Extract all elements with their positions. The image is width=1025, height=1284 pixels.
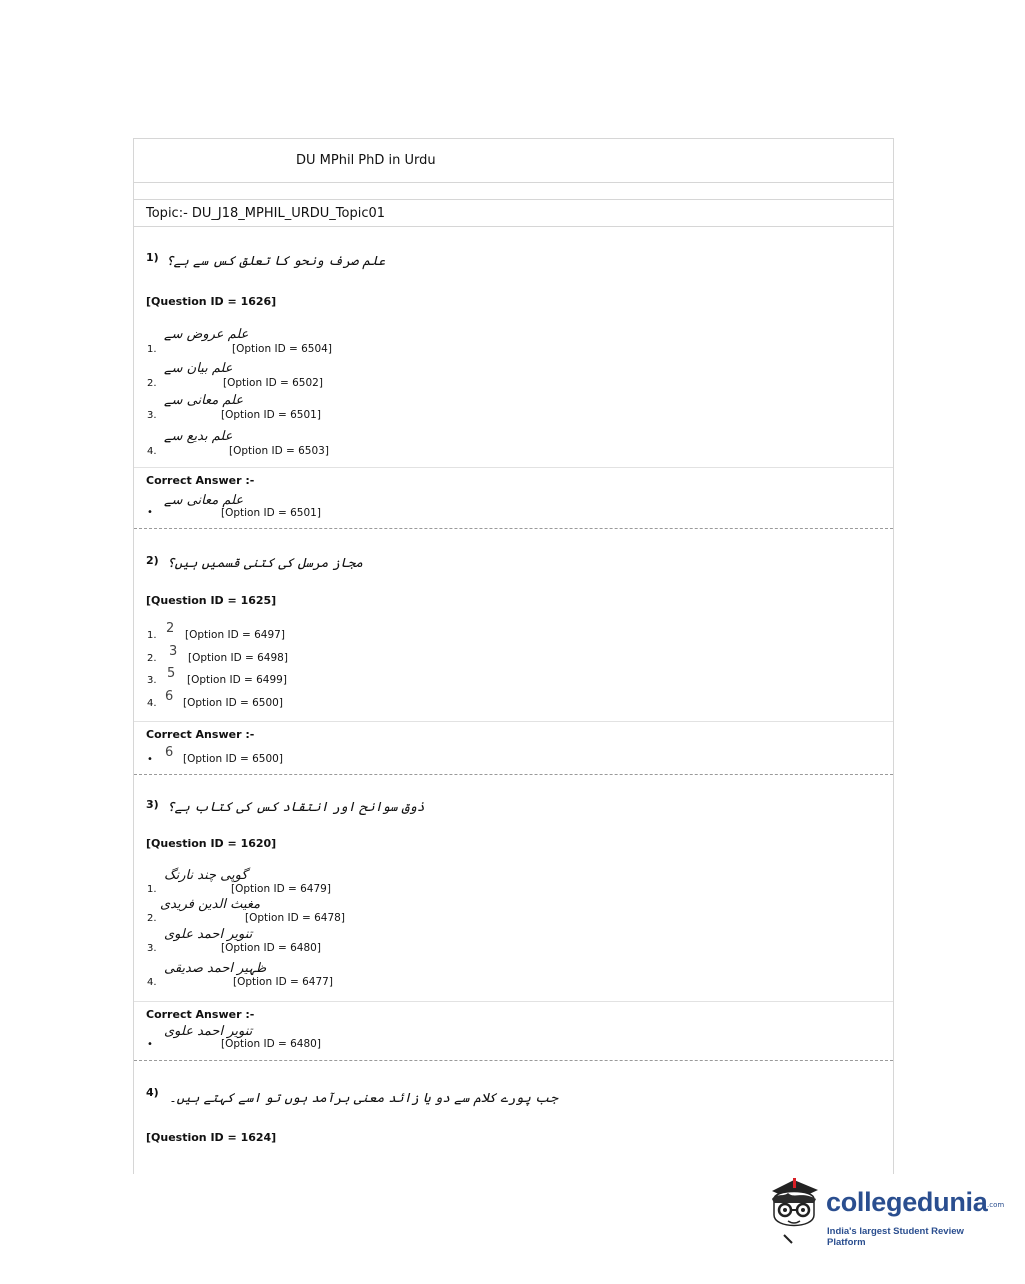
- question-block-4: [134, 1061, 893, 1171]
- option-number: 1.: [147, 630, 157, 641]
- option-id: [Option ID = 6497]: [185, 629, 285, 641]
- exam-sheet: [133, 138, 894, 1174]
- option-number: 3.: [147, 943, 157, 954]
- option-row: [134, 961, 893, 991]
- option-text: تنویر احمد علوی: [164, 927, 253, 942]
- question-block-2: [134, 530, 893, 775]
- option-number: 4.: [147, 977, 157, 988]
- option-text: 5: [167, 666, 176, 681]
- option-text: 3: [169, 644, 178, 659]
- topic-row: [134, 200, 893, 227]
- option-id: [Option ID = 6499]: [187, 674, 287, 686]
- answer-text: علم معانی سے: [164, 493, 244, 508]
- logo-wordmark: collegedunia: [826, 1187, 988, 1217]
- answer-option-id: [Option ID = 6500]: [183, 753, 283, 765]
- question-id: [Question ID = 1625]: [146, 594, 277, 607]
- divider: [134, 1001, 893, 1002]
- question-text: مجاز مرسل کی کتنی قسمیں ہیں؟: [167, 556, 363, 571]
- answer-option-id: [Option ID = 6480]: [221, 1038, 321, 1050]
- option-id: [Option ID = 6478]: [245, 912, 345, 924]
- option-row: [134, 687, 893, 717]
- option-number: 4.: [147, 446, 157, 457]
- option-id: [Option ID = 6504]: [232, 343, 332, 355]
- option-number: 1.: [147, 884, 157, 895]
- question-number: 1): [146, 251, 159, 264]
- topic-label: Topic:- DU_J18_MPHIL_URDU_Topic01: [146, 206, 386, 221]
- option-row: [134, 868, 893, 898]
- option-id: [Option ID = 6479]: [231, 883, 331, 895]
- question-id: [Question ID = 1620]: [146, 837, 277, 850]
- option-text: 2: [166, 621, 175, 636]
- bullet-icon: •: [147, 1039, 153, 1050]
- question-number: 2): [146, 554, 159, 567]
- question-block-1: [134, 226, 893, 530]
- option-id: [Option ID = 6500]: [183, 697, 283, 709]
- option-text: ظہیر احمد صدیقی: [164, 961, 267, 976]
- bullet-icon: •: [147, 507, 153, 518]
- question-number: 4): [146, 1086, 159, 1099]
- option-row: [134, 327, 893, 357]
- option-text: علم بدیع سے: [164, 429, 233, 444]
- option-text: مغیث الدین فریدی: [160, 897, 261, 912]
- question-text: علم صرف ونحو کا تعلق کس سے ہے؟: [166, 254, 386, 269]
- collegedunia-logo: [766, 1177, 1005, 1248]
- option-id: [Option ID = 6477]: [233, 976, 333, 988]
- correct-answer-label: Correct Answer :-: [146, 474, 255, 487]
- logo-tagline: India's largest Student Review Platform: [827, 1226, 964, 1248]
- title-row: [134, 139, 893, 183]
- question-number: 3): [146, 798, 159, 811]
- divider: [134, 721, 893, 722]
- option-row: [134, 429, 893, 459]
- option-text: علم عروض سے: [164, 327, 249, 342]
- correct-answer-label: Correct Answer :-: [146, 728, 255, 741]
- answer-text: تنویر احمد علوی: [164, 1024, 253, 1039]
- option-number: 2.: [147, 913, 157, 924]
- option-id: [Option ID = 6503]: [229, 445, 329, 457]
- option-id: [Option ID = 6502]: [223, 377, 323, 389]
- option-text: 6: [165, 689, 174, 704]
- answer-option-id: [Option ID = 6501]: [221, 507, 321, 519]
- option-text: علم معانی سے: [164, 393, 244, 408]
- bullet-icon: •: [147, 754, 153, 765]
- option-number: 3.: [147, 675, 157, 686]
- option-id: [Option ID = 6501]: [221, 409, 321, 421]
- question-id: [Question ID = 1624]: [146, 1131, 277, 1144]
- option-number: 2.: [147, 653, 157, 664]
- option-text: علم بیان سے: [164, 361, 233, 376]
- option-number: 2.: [147, 378, 157, 389]
- option-text: گوپی چند نارنگ: [164, 868, 248, 883]
- divider: [134, 467, 893, 468]
- question-text: ذوق سوانح اور انتقاد کس کی کتاب ہے؟: [167, 800, 425, 815]
- option-row: [134, 393, 893, 423]
- option-number: 3.: [147, 410, 157, 421]
- option-id: [Option ID = 6498]: [188, 652, 288, 664]
- option-number: 4.: [147, 698, 157, 709]
- option-number: 1.: [147, 344, 157, 355]
- question-block-3: [134, 775, 893, 1061]
- page-title: DU MPhil PhD in Urdu: [296, 153, 436, 168]
- correct-answer-row: [134, 1024, 893, 1054]
- mascot-icon: [766, 1177, 826, 1247]
- correct-answer-row: [134, 491, 893, 521]
- question-separator: [134, 528, 893, 529]
- spacer-row: [134, 183, 893, 200]
- question-text: جب پورے کلام سے دو یا زائد معنی برآمد ہوں تو اسے کہتے ہیں۔: [169, 1091, 558, 1106]
- logo-dotcom: .com: [987, 1201, 1005, 1209]
- question-id: [Question ID = 1626]: [146, 295, 277, 308]
- option-row: [134, 897, 893, 927]
- answer-text: 6: [165, 745, 174, 760]
- option-row: [134, 361, 893, 391]
- correct-answer-label: Correct Answer :-: [146, 1008, 255, 1021]
- option-row: [134, 927, 893, 957]
- option-id: [Option ID = 6480]: [221, 942, 321, 954]
- correct-answer-row: [134, 743, 893, 773]
